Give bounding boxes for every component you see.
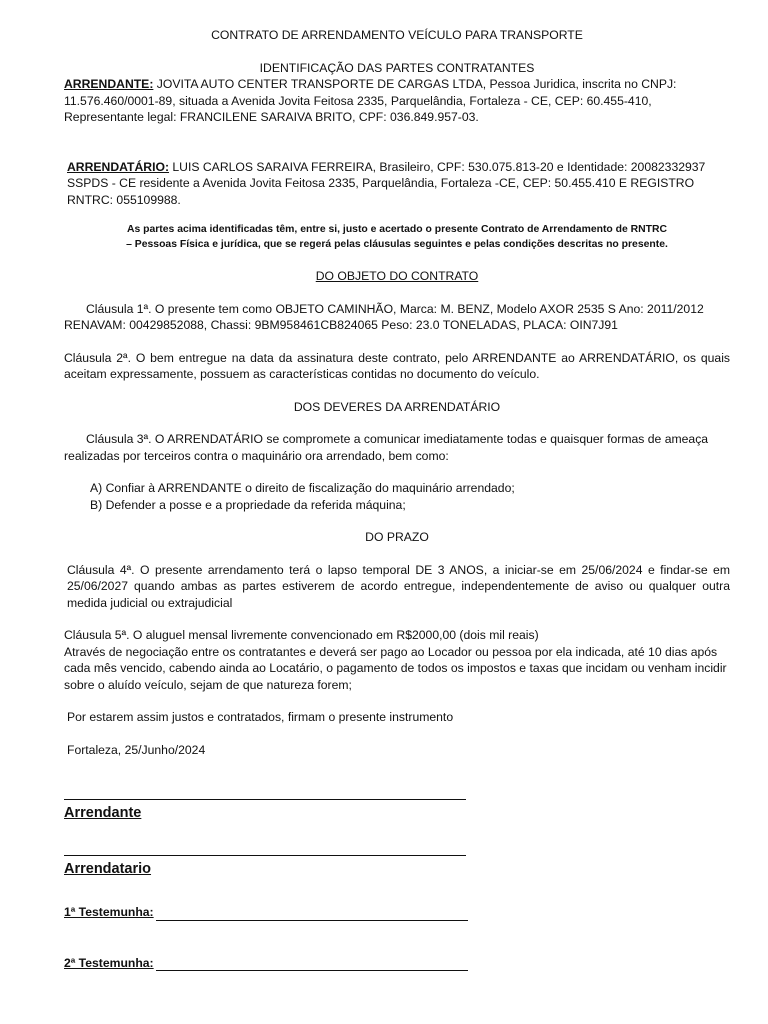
clause-1: Cláusula 1ª. O presente tem como OBJETO CAMINHÃO, Marca: M. BENZ, Modelo AXOR 2535 S Ano: 2011/2012 RENAVAM: 00429852088, Chassi: 9BM958461CB824065 Peso: 23.0 TONELADAS, PLACA: OIN7J91 <box>64 301 704 332</box>
arrendante-paragraph <box>64 76 730 126</box>
witness-2-label: 2ª Testemunha: <box>64 955 154 970</box>
contract-page <box>64 24 730 971</box>
clause-2: Cláusula 2ª. O bem entregue na data da assinatura deste contrato, pelo ARRENDANTE ao ARRENDATÁRIO, os quais aceitam expressamente, possuem as características contidas no documento do veículo. <box>64 350 730 381</box>
clause-5-body: Através de negociação entre os contratantes e deverá ser pago ao Locador ou pessoa por ela indicada, até 10 dias após cada mês vencido, cabendo ainda ao Locatário, o pagamento de todos os impostos e taxas que incidam ou venham incidir sobre o aluído veículo, sejam de que natureza forem; <box>64 644 727 692</box>
list-item: B) Defender a posse e a propriedade da referida máquina; <box>90 497 406 512</box>
duties-list <box>64 480 730 513</box>
list-item: A) Confiar à ARRENDANTE o direito de fiscalização do maquinário arrendado; <box>90 481 515 495</box>
witness-1-label: 1ª Testemunha: <box>64 905 154 919</box>
arrendatario-label: ARRENDATÁRIO: <box>67 159 170 174</box>
parties-heading: IDENTIFICAÇÃO DAS PARTES CONTRATANTES <box>259 60 535 75</box>
clause-4: Cláusula 4ª. O presente arrendamento terá o lapso temporal DE 3 ANOS, a iniciar-se em 25/06/2024 e findar-se em 25/06/2027 quando ambas as partes estiverem de acordo entregue, independentemente de aviso ou qualquer outra medida judicial ou extrajudicial <box>67 562 730 610</box>
clause-5-title: Cláusula 5ª. O aluguel mensal livremente convencionado em R$2000,00 (dois mil reais) <box>64 628 539 642</box>
arrendante-signature-line <box>64 798 466 800</box>
arrendatario-signature-line <box>64 854 466 856</box>
arrendante-label: ARRENDANTE: <box>64 77 154 91</box>
closing-statement: Por estarem assim justos e contratados, firmam o presente instrumento <box>67 710 454 724</box>
arrendante-text: JOVITA AUTO CENTER TRANSPORTE DE CARGAS LTDA, Pessoa Juridica, inscrita no CNPJ: 11.576.460/0001-89, situada a Avenida Jovita Feitosa 2335, Parquelândia, Fortaleza - CE, CEP: 60.455-410, Representante legal: FRANCILENE SARAIVA BRITO, CPF: 036.849.957-03. <box>64 77 677 124</box>
preamble <box>64 222 730 252</box>
preamble-line-2: – Pessoas Física e jurídica, que se regerá pelas cláusulas seguintes e pelas condições descritas no presente. <box>126 239 668 250</box>
term-heading: DO PRAZO <box>365 530 429 544</box>
arrendatario-signature-label: Arrendatario <box>64 861 152 877</box>
witness-2 <box>64 955 730 972</box>
witness-1 <box>64 904 730 921</box>
arrendante-signature-label: Arrendante <box>64 805 142 821</box>
object-heading: DO OBJETO DO CONTRATO <box>315 269 479 283</box>
contract-title: CONTRATO DE ARRENDAMENTO VEÍCULO PARA TRANSPORTE <box>211 28 583 42</box>
preamble-line-1: As partes acima identificadas têm, entre si, justo e acertado o presente Contrato de Arrendamento de RNTRC <box>126 224 668 235</box>
clause-3: Cláusula 3ª. O ARRENDATÁRIO se compromete a comunicar imediatamente todas e quaisquer formas de ameaça realizadas por terceiros contra o maquinário ora arrendado, bem como: <box>64 432 709 463</box>
duties-heading: DOS DEVERES DA ARRENDATÁRIO <box>293 399 501 414</box>
witness-1-signature-line <box>156 907 468 921</box>
witness-2-signature-line <box>156 957 468 971</box>
place-date: Fortaleza, 25/Junho/2024 <box>67 742 206 757</box>
arrendatario-paragraph <box>64 159 730 209</box>
arrendatario-text: LUIS CARLOS SARAIVA FERREIRA, Brasileiro, CPF: 530.075.813-20 e Identidade: 20082332937 SSPDS - CE residente a Avenida Jovita Feitosa 2335, Parquelândia, Fortaleza -CE, CEP: 50.455.410 E REGISTRO RNTRC: 055109988. <box>67 159 706 207</box>
